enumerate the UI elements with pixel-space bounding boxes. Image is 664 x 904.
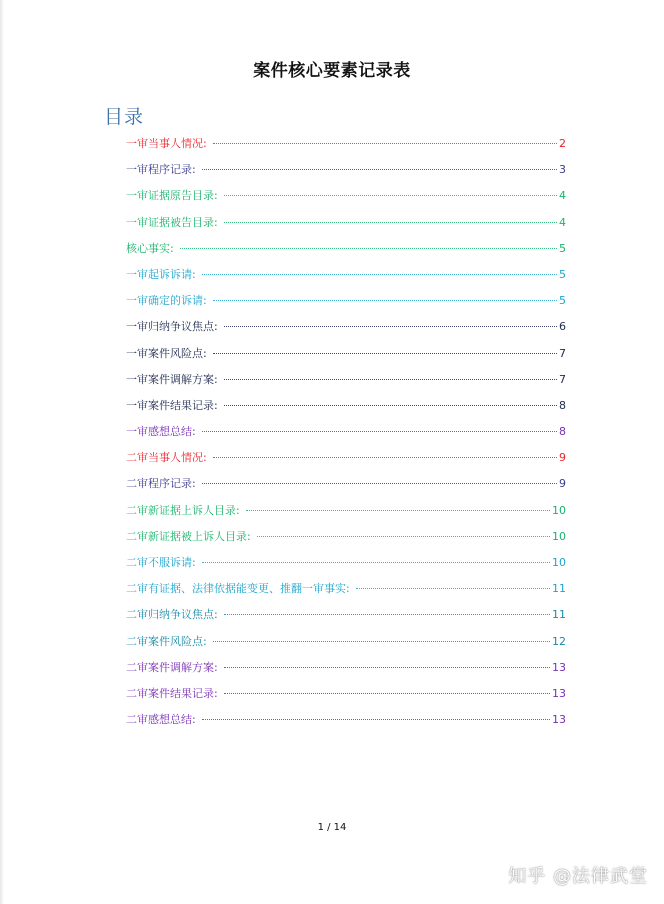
toc-dot-leader: [213, 143, 557, 144]
toc-entry-page: 11: [552, 582, 566, 596]
toc-entry-label: 一审证据被告目录:: [126, 215, 218, 229]
toc-entry-label: 二审案件结果记录:: [126, 686, 218, 700]
toc-entry-label: 一审感想总结:: [126, 425, 196, 439]
toc-dot-leader: [224, 405, 557, 406]
toc-entry-label: 一审案件调解方案:: [126, 372, 218, 386]
toc-entry-page: 13: [552, 660, 566, 674]
toc-dot-leader: [224, 326, 557, 327]
toc-dot-leader: [224, 667, 550, 668]
toc-entry[interactable]: [126, 398, 566, 424]
toc-entry-label: 二审不服诉请:: [126, 556, 196, 569]
toc-entry-label: 二审新证据被上诉人目录:: [126, 529, 251, 543]
toc-entry-page: 13: [552, 713, 566, 727]
toc-entry[interactable]: [126, 319, 566, 345]
toc-entry-page: 2: [559, 137, 566, 150]
toc-dot-leader: [224, 614, 550, 615]
toc-dot-leader: [213, 457, 557, 458]
toc-entry-label: 二审有证据、法律依据能变更、推翻一审事实:: [126, 582, 350, 596]
toc-entry-page: 9: [559, 477, 566, 491]
toc-entry[interactable]: [126, 712, 566, 738]
toc-dot-leader: [224, 222, 557, 223]
toc-entry-page: 10: [552, 556, 566, 569]
toc-dot-leader: [213, 353, 557, 354]
toc-entry-page: 4: [559, 215, 566, 229]
page-left-edge: [0, 0, 4, 904]
toc-dot-leader: [202, 169, 557, 170]
toc-entry-page: 5: [559, 241, 566, 255]
toc-entry[interactable]: [126, 162, 566, 188]
toc-entry-page: 10: [552, 529, 566, 543]
toc-entry-label: 一审当事人情况:: [126, 137, 207, 150]
toc-entry-label: 一审证据原告目录:: [126, 189, 218, 203]
toc-entry[interactable]: [126, 503, 566, 529]
toc-entry[interactable]: [126, 215, 566, 241]
toc-entry[interactable]: [126, 346, 566, 372]
toc-dot-leader: [224, 379, 557, 380]
toc-entry-label: 一审案件风险点:: [126, 346, 207, 360]
table-of-contents: [126, 136, 566, 738]
toc-entry-label: 一审归纳争议焦点:: [126, 320, 218, 334]
toc-dot-leader: [202, 431, 557, 432]
toc-entry-label: 二审案件调解方案:: [126, 660, 218, 674]
document-title: 案件核心要素记录表: [253, 61, 411, 81]
toc-entry[interactable]: [126, 267, 566, 293]
toc-entry-label: 二审归纳争议焦点:: [126, 608, 218, 622]
toc-dot-leader: [224, 195, 557, 196]
toc-entry[interactable]: [126, 660, 566, 686]
toc-entry-label: 一审起诉诉请:: [126, 267, 196, 281]
toc-dot-leader: [180, 248, 557, 249]
toc-entry-label: 二审案件风险点:: [126, 634, 207, 648]
toc-entry-page: 8: [559, 425, 566, 439]
toc-entry-page: 12: [552, 634, 566, 648]
toc-entry[interactable]: [126, 529, 566, 555]
page-number: 1 / 14: [317, 822, 347, 833]
toc-entry[interactable]: [126, 188, 566, 214]
toc-entry-page: 3: [559, 163, 566, 177]
toc-entry-page: 11: [552, 608, 566, 622]
toc-entry-page: 7: [559, 346, 566, 360]
toc-dot-leader: [202, 719, 550, 720]
toc-entry[interactable]: [126, 450, 566, 476]
toc-entry[interactable]: [126, 241, 566, 267]
toc-entry-page: 5: [559, 267, 566, 281]
toc-entry[interactable]: [126, 607, 566, 633]
toc-heading: 目录: [104, 106, 145, 128]
toc-dot-leader: [356, 588, 550, 589]
toc-entry-label: 二审感想总结:: [126, 713, 196, 727]
toc-dot-leader: [202, 562, 550, 563]
toc-entry-page: 8: [559, 398, 566, 412]
toc-entry-label: 二审程序记录:: [126, 477, 196, 491]
toc-entry[interactable]: [126, 293, 566, 319]
toc-entry[interactable]: [126, 424, 566, 450]
toc-entry[interactable]: [126, 372, 566, 398]
toc-entry-page: 5: [559, 294, 566, 308]
toc-entry-label: 二审当事人情况:: [126, 451, 207, 465]
toc-entry-page: 10: [552, 503, 566, 517]
toc-dot-leader: [213, 641, 550, 642]
toc-dot-leader: [224, 693, 550, 694]
toc-entry-page: 4: [559, 189, 566, 203]
toc-entry[interactable]: [126, 686, 566, 712]
toc-entry[interactable]: [126, 136, 566, 162]
toc-entry-page: 9: [559, 451, 566, 465]
toc-entry-label: 一审确定的诉请:: [126, 294, 207, 308]
toc-dot-leader: [202, 483, 557, 484]
toc-dot-leader: [213, 300, 557, 301]
toc-dot-leader: [246, 510, 550, 511]
toc-dot-leader: [257, 536, 550, 537]
toc-entry-label: 二审新证据上诉人目录:: [126, 503, 240, 517]
toc-entry-page: 6: [559, 320, 566, 334]
toc-entry-page: 13: [552, 686, 566, 700]
toc-entry-page: 7: [559, 372, 566, 386]
toc-entry-label: 一审程序记录:: [126, 163, 196, 177]
toc-entry[interactable]: [126, 581, 566, 607]
toc-entry-label: 核心事实:: [126, 241, 174, 255]
toc-entry[interactable]: [126, 476, 566, 502]
toc-entry[interactable]: [126, 555, 566, 581]
toc-entry-label: 一审案件结果记录:: [126, 398, 218, 412]
watermark: 知乎 @法律武堂: [508, 866, 648, 887]
toc-dot-leader: [202, 274, 557, 275]
toc-entry[interactable]: [126, 634, 566, 660]
